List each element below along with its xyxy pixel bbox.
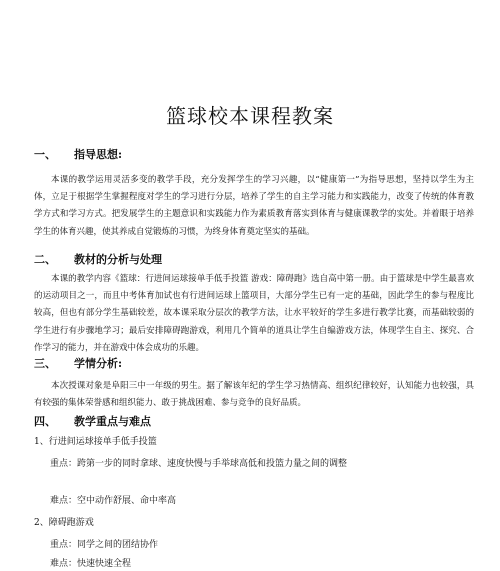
key-item-1-focus [34,457,474,471]
section-title: 指导思想: [74,148,123,161]
section-learner-analysis [34,356,474,412]
key-item-2-focus [34,538,474,552]
section-number: 一、 [34,148,56,161]
section-paragraph: 本课的教学运用灵活多变的教学手段，充分发挥学生的学习兴趣，以“健康第一”为指导思想，坚持以学生为主体，立足于根据学生掌握程度对学生的学习进行分层，培养了学生的自主学习能力和实践能力，改变了传统的体育教学方式和学习方式。把发展学生的主题意识和实践能力作为素质教育落实到体育与健康课教学的实处。并着眼于培养学生的体育兴趣，使其养成自觉锻炼的习惯，为终身体育奠定坚实的基础。 [34,175,474,237]
section-heading [34,147,474,163]
section-paragraph: 本次授课对象是阜阳三中一年级的男生。据了解该年纪的学生学习热情高、组织纪律较好，认知能力也较强，具有较强的集体荣誉感和组织能力、敢于挑战困难、参与竞争的良好品质。 [34,381,474,409]
key-point-text: 重点：跨第一步的同时拿球、速度快慢与手举球高低和投篮力量之间的调整 [50,459,348,469]
section-title: 学情分析: [74,357,123,370]
section-heading [34,252,474,268]
section-title: 教学重点与难点 [74,415,151,428]
difficulty-text: 难点：快速快速全程 [50,559,132,569]
section-guiding-ideology [34,147,474,241]
section-title: 教材的分析与处理 [74,253,162,266]
section-number: 三、 [34,357,56,370]
difficulty-text: 难点：空中动作舒展、命中率高 [50,496,177,506]
key-item-2 [34,516,474,530]
key-item-2-difficulty [34,557,474,571]
section-paragraph: 本课的教学内容《篮球：行进间运球接单手低手投篮 游戏：障碍跑》选自高中第一册。由于篮球是中学生最喜欢的运动项目之一，而且中考体育加试也有行进间运球上篮项目，大部分学生已有一定的基础，因此学生的参与程度比较高，但也有部分学生基础较差，故本课采取分层次的教学方法，让水平较好的学生多进行教学比赛，而基础较弱的学生进行有步骤地学习；最后安排障碍跑游戏，利用几个简单的道具让学生自编游戏方法，体现学生自主、探究、合作学习的能力，并在游戏中体会成功的乐趣。 [34,274,474,353]
key-item-1 [34,435,474,449]
key-point-text: 重点：同学之间的团结协作 [50,540,159,550]
section-key-points [34,414,474,430]
key-item-1-difficulty [34,494,474,508]
document-title: 篮球校本课程教案 [166,104,334,128]
section-material-analysis [34,252,474,357]
section-heading [34,414,474,430]
section-number: 四、 [34,415,56,428]
section-number: 二、 [34,253,56,266]
section-heading [34,356,474,372]
list-item: 1、行进间运球接单手低手投篮 [34,437,157,447]
list-item: 2、障碍跑游戏 [34,518,94,528]
